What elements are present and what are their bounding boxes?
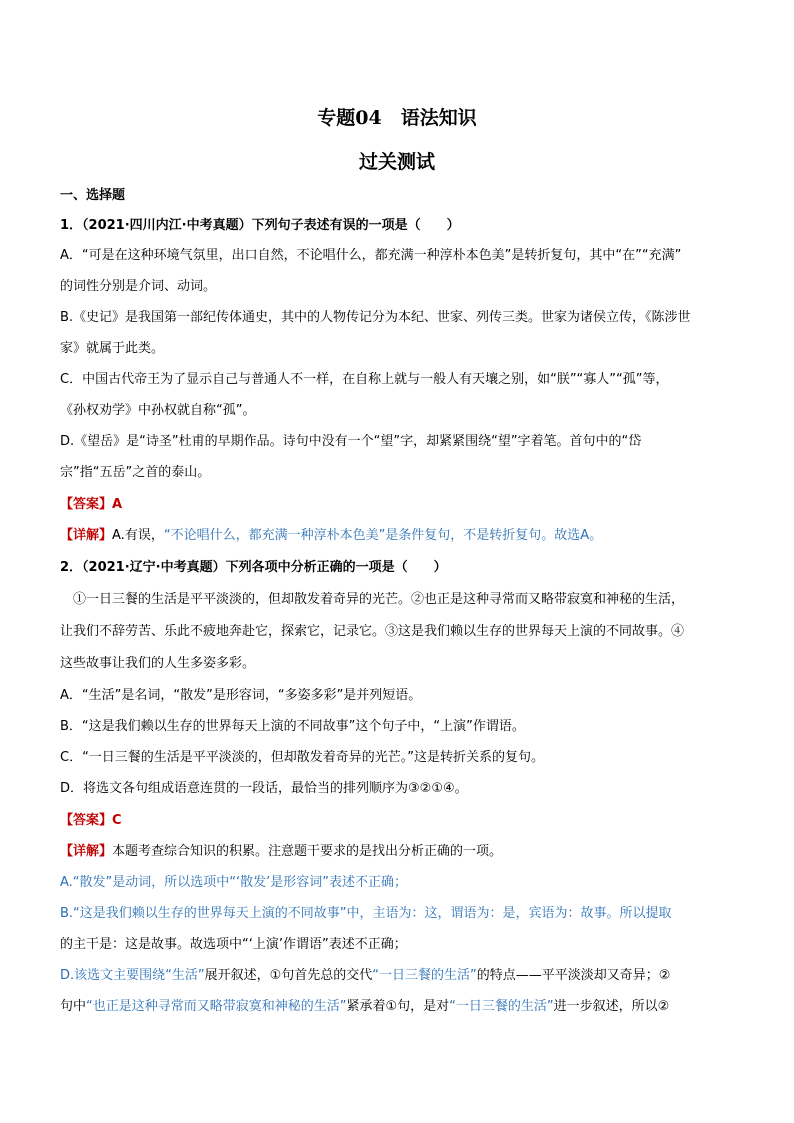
q2-option-a: A．“生活”是名词，“散发”是形容词，“多姿多彩”是并列短语。 <box>60 688 422 703</box>
detail-text: A.有误， <box>112 528 164 543</box>
detail-text: 本题考查综合知识的积累。注意题干要求的是找出分析正确的一项。 <box>112 844 503 859</box>
text-run-highlight: “也正是这种寻常而又略带寂寞和神秘的生活” <box>86 999 347 1014</box>
answer-value: C <box>112 813 122 828</box>
q2-explain-b-line1: B.“这是我们赖以生存的世界每天上演的不同故事”中，主语为：这，谓语为：是，宾语为：故事。所以提取 <box>60 906 672 921</box>
q2-explain-d-line2 <box>60 999 750 1015</box>
detail-tag: 【详解】 <box>60 844 113 859</box>
text-run: D.该选文主要围绕 <box>60 968 166 983</box>
q2-explain-d-line1 <box>60 968 750 984</box>
q1-option-c-line1: C．中国古代帝王为了显示自己与普通人不一样，在自称上就与一般人有天壤之别，如“朕”“寡人”“孤”等， <box>60 372 669 387</box>
q1-option-c-line2: 《孙权劝学》中孙权就自称“孤”。 <box>60 403 256 418</box>
detail-tag: 【详解】 <box>60 528 113 543</box>
q1-option-b-line2: 家》就属于此类。 <box>60 341 165 356</box>
section-heading: 一、选择题 <box>60 188 126 203</box>
page-title: 专题04 语法知识 <box>317 107 477 129</box>
text-run: 句中 <box>60 999 87 1014</box>
q2-option-b: B．“这是我们赖以生存的世界每天上演的不同故事”这个句子中，“上演”作谓语。 <box>60 719 525 734</box>
q2-passage-line1: ①一日三餐的生活是平平淡淡的，但却散发着奇异的光芒。②也正是这种寻常而又略带寂寞和神秘的生活， <box>60 592 685 607</box>
question-1-stem: 1．（2021·四川内江·中考真题）下列句子表述有误的一项是（ ） <box>60 218 460 233</box>
text-run-highlight: “生活” <box>165 968 205 983</box>
text-run-highlight: “一日三餐的生活” <box>372 968 477 983</box>
q1-option-d-line2: 宗”指“五岳”之首的泰山。 <box>60 465 211 480</box>
q2-passage-line3: 这些故事让我们的人生多姿多彩。 <box>60 656 256 671</box>
answer-value: A <box>112 497 123 512</box>
q1-answer <box>60 497 750 513</box>
text-run: 展开叙述，①句首先总的交代 <box>204 968 373 983</box>
text-run: 的特点——平平淡淡却又奇异；② <box>476 968 671 983</box>
q1-option-b-line1: B.《史记》是我国第一部纪传体通史，其中的人物传记分为本纪、世家、列传三类。世家为诸侯立传，《陈涉世 <box>60 310 691 325</box>
answer-tag: 【答案】 <box>60 813 113 828</box>
page-subtitle: 过关测试 <box>358 151 435 173</box>
q2-option-c: C．“一日三餐的生活是平平淡淡的，但却散发着奇异的光芒。”这是转折关系的复句。 <box>60 750 545 765</box>
q2-passage-line2: 让我们不辞劳苦、乐此不疲地奔赴它，探索它，记录它。③这是我们赖以生存的世界每天上演的不同故事。④ <box>60 624 685 639</box>
text-run-highlight: “一日三餐的生活” <box>449 999 554 1014</box>
question-2-stem: 2．（2021·辽宁·中考真题）下列各项中分析正确的一项是（ ） <box>60 560 447 575</box>
q1-option-d-line1: D.《望岳》是“诗圣”杜甫的早期作品。诗句中没有一个“望”字，却紧紧围绕“望”字着笔。首句中的“岱 <box>60 434 642 449</box>
q2-explain-a: A.“散发”是动词，所以选项中“‘散发’是形容词”表述不正确； <box>60 875 408 890</box>
q2-explain-b-line2: 的主干是：这是故事。故选项中“‘上演’作谓语”表述不正确； <box>60 937 407 952</box>
q2-answer <box>60 813 750 829</box>
text-run: 紧承着①句，是对 <box>346 999 450 1014</box>
q2-option-d: D．将选文各句组成语意连贯的一段话，最恰当的排列顺序为③②①④。 <box>60 781 468 796</box>
detail-text-highlight: “不论唱什么，都充满一种淳朴本色美”是条件复句，不是转折复句。故选A。 <box>163 528 603 543</box>
q1-detail <box>60 528 750 544</box>
q1-option-a-line2: 的词性分别是介词、动词。 <box>60 279 217 294</box>
text-run: 进一步叙述，所以② <box>553 999 670 1014</box>
q1-option-a-line1: A．“可是在这种环境气氛里，出口自然，不论唱什么，都充满一种淳朴本色美”是转折复句，其中“在”“充满” <box>60 248 682 263</box>
answer-tag: 【答案】 <box>60 497 113 512</box>
q2-detail <box>60 844 750 860</box>
